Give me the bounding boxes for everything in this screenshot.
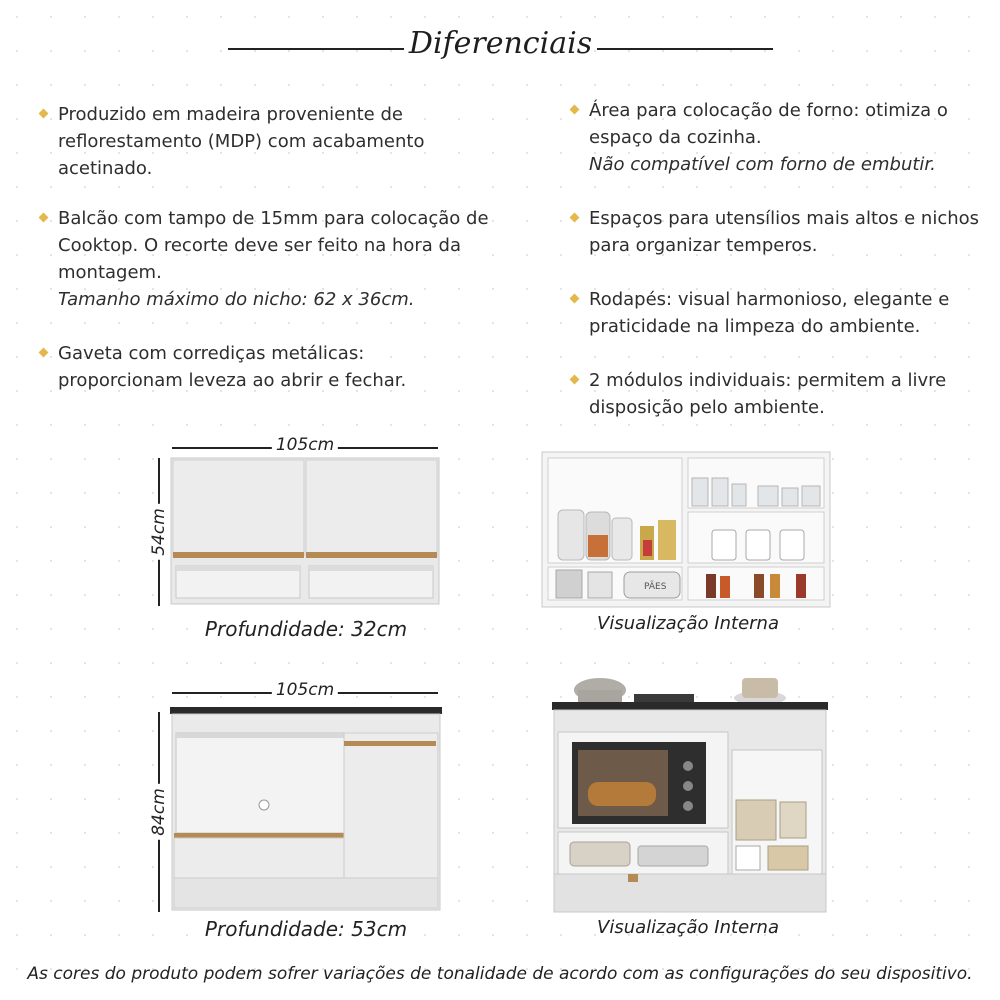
page-title: Diferenciais [408,26,593,61]
feature-text: Área para colocação de forno: otimiza o espaço da cozinha. [589,100,948,148]
lower-height-label: 84cm [149,784,169,840]
section-header [0,26,1000,70]
diamond-bullet-icon [570,375,580,385]
bread-jar-label: PÃES [644,582,667,592]
lower-width-label: 105cm [272,680,338,700]
feature-item [589,97,979,178]
diamond-bullet-icon [39,109,49,119]
lower-cabinet-exterior-illustration [168,705,444,912]
upper-height-label: 54cm [149,504,169,560]
upper-cabinet-exterior-illustration [168,456,444,608]
diamond-bullet-icon [39,213,49,223]
diamond-bullet-icon [570,105,580,115]
title-rule-right [597,48,773,50]
lower-depth-caption: Profundidade: 53cm [204,917,408,941]
feature-note: Tamanho máximo do nicho: 62 x 36cm. [58,289,415,310]
feature-text: 2 módulos individuais: permitem a livre disposição pelo ambiente. [589,370,947,418]
feature-text: Espaços para utensílios mais altos e nichos para organizar temperos. [589,208,980,256]
lower-width-dimension [172,680,438,704]
feature-item [589,286,979,340]
diamond-bullet-icon [570,213,580,223]
feature-item [58,205,508,313]
upper-interior-caption: Visualização Interna [597,613,779,634]
color-disclaimer: As cores do produto podem sofrer variações de tonalidade de acordo com as configurações do seu dispositivo. [27,964,973,984]
lower-height-dimension [148,712,170,912]
feature-item [58,340,478,394]
title-rule-left [228,48,404,50]
upper-height-dimension [148,458,170,606]
diamond-bullet-icon [39,348,49,358]
lower-cabinet-interior-illustration [548,670,830,916]
upper-width-label: 105cm [272,435,338,455]
feature-item [58,101,498,182]
lower-interior-caption: Visualização Interna [597,917,779,938]
feature-text: Produzido em madeira proveniente de reflorestamento (MDP) com acabamento acetinado. [58,104,425,179]
upper-cabinet-interior-illustration [540,450,832,610]
upper-depth-caption: Profundidade: 32cm [204,617,408,641]
feature-item [589,367,979,421]
feature-note: Não compatível com forno de embutir. [589,154,936,175]
feature-text: Rodapés: visual harmonioso, elegante e praticidade na limpeza do ambiente. [589,289,950,337]
feature-item [589,205,989,259]
diamond-bullet-icon [570,294,580,304]
feature-text: Gaveta com corrediças metálicas: proporcionam leveza ao abrir e fechar. [58,343,407,391]
feature-text: Balcão com tampo de 15mm para colocação de Cooktop. O recorte deve ser feito na hora da montagem. [58,208,489,283]
